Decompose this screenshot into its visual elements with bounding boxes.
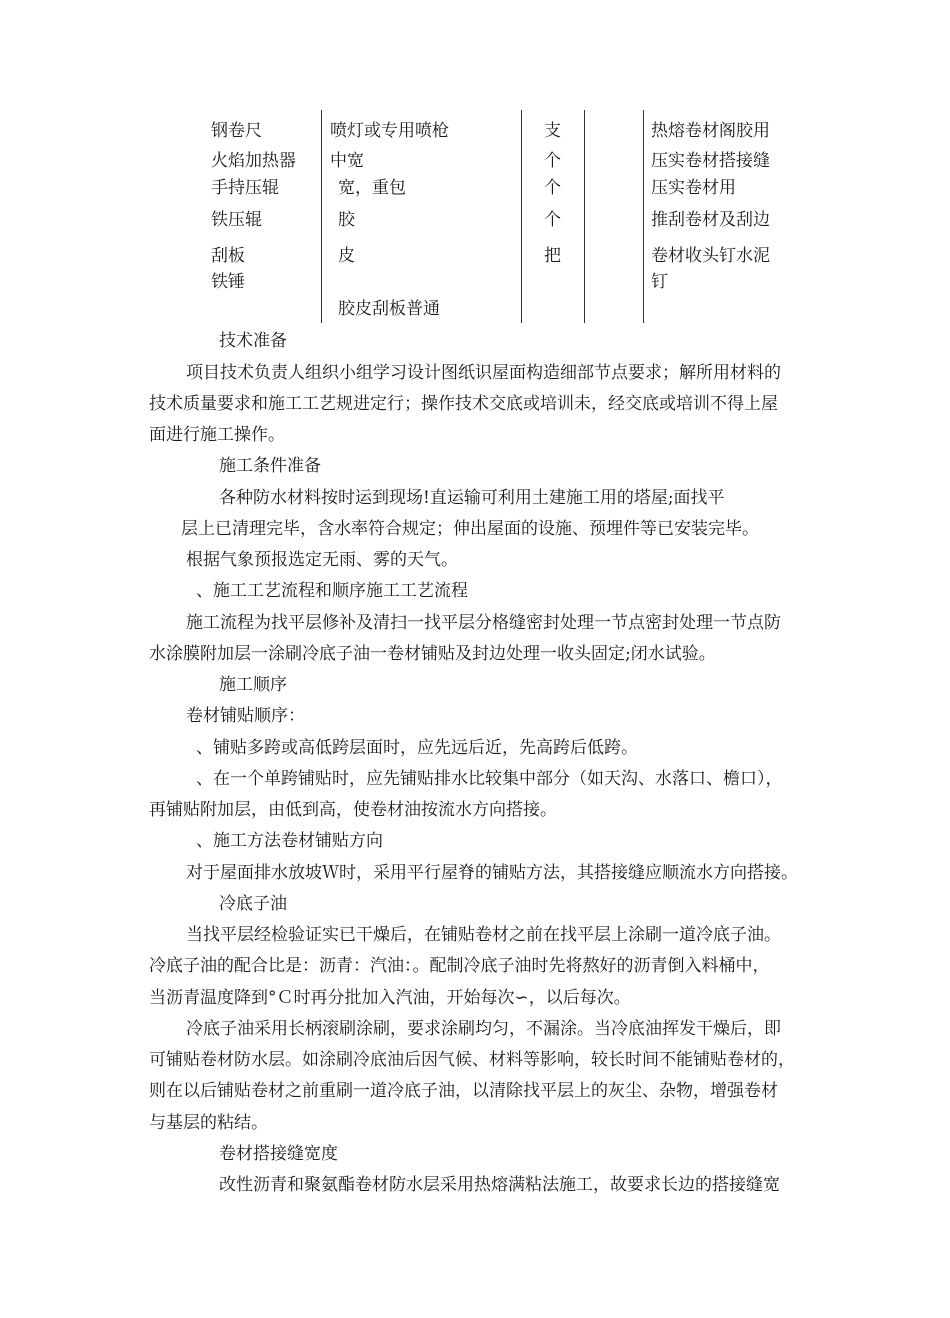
- section-heading: 施工顺序: [219, 675, 287, 695]
- section-heading: 施工条件准备: [219, 456, 321, 476]
- table-cell: 钉: [651, 272, 668, 292]
- table-cell: 卷材收头钉水泥: [651, 246, 770, 266]
- table-cell: 火焰加热器: [211, 151, 296, 171]
- paragraph-line: 与基层的粘结。: [149, 1113, 268, 1133]
- table-cell: 个: [544, 210, 561, 230]
- table-cell: 铁压辊: [211, 210, 262, 230]
- section-heading: 、施工工艺流程和顺序施工工艺流程: [196, 581, 468, 601]
- section-heading: 技术准备: [219, 331, 287, 351]
- paragraph-line: 对于屋面排水放坡Ｗ时，采用平行屋脊的铺贴方法，其搭接缝应顺流水方向搭接。: [186, 863, 798, 883]
- paragraph-line: 、铺贴多跨或高低跨层面时，应先远后近，先高跨后低跨。: [196, 738, 638, 758]
- paragraph-line: 施工流程为找平层修补及清扫一找平层分格缝密封处理一节点密封处理一节点防: [186, 613, 781, 633]
- paragraph-line: 面进行施工操作。: [149, 425, 285, 445]
- table-divider: [521, 110, 522, 323]
- section-heading: 卷材搭接缝宽度: [219, 1144, 338, 1164]
- paragraph-line: 项目技术负责人组织小组学习设计图纸识屋面构造细部节点要求；解所用材料的: [186, 363, 781, 383]
- table-cell: 压实卷材搭接缝: [651, 151, 770, 171]
- paragraph-line: 层上已清理完毕，含水率符合规定；伸出屋面的设施、预埋件等已安装完毕。: [181, 519, 759, 539]
- paragraph-line: 再铺贴附加层，由低到高，使卷材油按流水方向搭接。: [149, 800, 557, 820]
- table-divider: [321, 110, 322, 323]
- table-divider: [643, 110, 644, 323]
- section-heading: 、施工方法卷材铺贴方向: [196, 831, 383, 851]
- table-cell: 个: [544, 151, 561, 171]
- table-cell: 宽，重包: [338, 178, 406, 198]
- paragraph-line: 则在以后铺贴卷材之前重刷一道冷底子油，以清除找平层上的灰尘、杂物，增强卷材: [149, 1081, 778, 1101]
- table-cell: 刮板: [211, 246, 245, 266]
- paragraph-line: 各种防水材料按时运到现场!直运输可利用土建施工用的塔屋;面找平: [219, 488, 725, 508]
- paragraph-line: 可铺贴卷材防水层。如涂刷冷底油后因气候、材料等影响，较长时间不能铺贴卷材的，: [149, 1050, 795, 1070]
- table-cell: 手持压辊: [211, 178, 279, 198]
- table-cell: 热熔卷材阁胶用: [651, 121, 770, 141]
- table-cell: 推刮卷材及刮边: [651, 210, 770, 230]
- table-cell: 皮: [338, 246, 355, 266]
- paragraph-line: 技术质量要求和施工工艺规进定行；操作技术交底或培训未，经交底或培训不得上屋: [149, 394, 778, 414]
- table-cell: 个: [544, 178, 561, 198]
- table-cell: 把: [544, 246, 561, 266]
- paragraph-line: 、在一个单跨铺贴时，应先铺贴排水比较集中部分（如天沟、水落口、檐口），: [196, 769, 783, 789]
- paragraph-line: 冷底子油的配合比是：沥青：汽油：。配制冷底子油时先将熬好的沥青倒入料桶中，: [149, 956, 770, 976]
- paragraph-line: 冷底子油采用长柄滚刷涂刷，要求涂刷均匀，不漏涂。当冷底油挥发干燥后，即: [186, 1019, 781, 1039]
- paragraph-line: 水涂膜附加层一涂刷冷底子油一卷材铺贴及封边处理一收头固定;闭水试验。: [149, 644, 716, 664]
- table-cell: 胶皮刮板普通: [338, 299, 440, 319]
- paragraph-line: 当沥青温度降到°Ｃ时再分批加入汽油，开始每次∽，以后每次。: [149, 988, 631, 1008]
- table-cell: 喷灯或专用喷枪: [330, 121, 449, 141]
- table-cell: 中宽: [330, 151, 364, 171]
- table-cell: 钢卷尺: [211, 121, 262, 141]
- paragraph-line: 根据气象预报选定无雨、雾的天气。: [186, 550, 458, 570]
- table-cell: 支: [544, 121, 561, 141]
- section-heading: 冷底子油: [219, 894, 287, 914]
- table-cell: 压实卷材用: [651, 178, 736, 198]
- paragraph-line: 改性沥青和聚氨酯卷材防水层采用热熔满粘法施工，故要求长边的搭接缝宽: [219, 1175, 780, 1195]
- table-cell: 胶: [338, 210, 355, 230]
- paragraph-line: 当找平层经检验证实已干燥后，在铺贴卷材之前在找平层上涂刷一道冷底子油。: [186, 925, 781, 945]
- table-cell: 铁锤: [211, 272, 245, 292]
- paragraph-line: 卷材铺贴顺序：: [186, 706, 305, 726]
- table-divider: [584, 110, 585, 323]
